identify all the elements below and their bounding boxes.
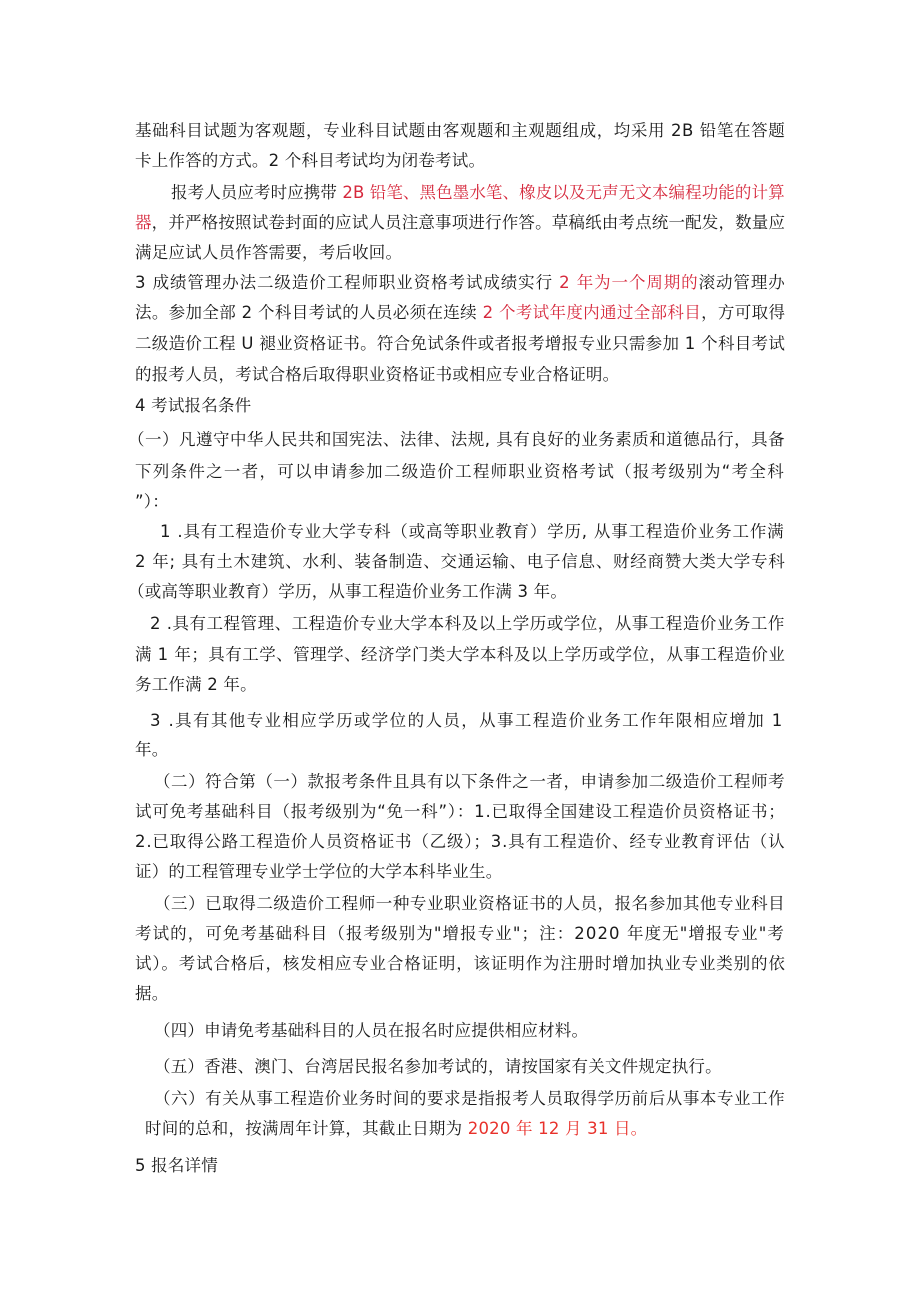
text-line <box>135 242 402 264</box>
list-item-line <box>128 581 567 603</box>
text-line <box>135 801 786 823</box>
text-segment: （五）香港、澳门、台湾居民报名参加考试的，请按国家有关文件规定执行。 <box>154 1057 722 1076</box>
text-segment: ，并严格按照试卷封面的应试人员注意事项进行作答。草稿纸由考点统一配发，数量应 <box>151 213 786 232</box>
text-segment: 2 年; 具有土木建筑、水利、装备制造、交通运输、电子信息、财经商赞大类大学专科 <box>135 552 786 571</box>
list-item-line <box>135 739 168 761</box>
list-item-line <box>160 521 784 543</box>
text-segment: 证）的工程管理专业学士学位的大学本科毕业生。 <box>135 862 503 881</box>
text-segment: 时间的总和，按满周年计算，其截止日期为 <box>145 1119 468 1138</box>
text-line <box>135 272 786 294</box>
text-segment: 3 成绩管理办法二级造价工程师职业资格考试成绩实行 <box>135 273 560 292</box>
text-segment: （一）凡遵守中华人民共和国宪法、法律、法规, 具有良好的业务素质和道德品行，具备 <box>128 430 786 449</box>
highlighted-text: 2020 年 12 月 31 日。 <box>467 1119 648 1138</box>
text-segment: （四）申请免考基础科目的人员在报名时应提供相应材料。 <box>154 1021 589 1040</box>
text-segment: 二级造价工程 U 褪业资格证书。符合免试条件或者报考增报专业只需参加 1 个科目考试 <box>135 334 786 353</box>
text-line <box>135 923 785 945</box>
text-line <box>135 333 785 355</box>
text-segment: ，方可取得 <box>701 303 786 322</box>
section-heading <box>135 1155 218 1177</box>
text-segment: 2 .具有工程管理、工程造价专业大学本科及以上学历或学位，从事工程造价业务工作 <box>150 614 785 633</box>
text-line <box>135 364 619 386</box>
text-line <box>135 150 485 172</box>
text-line <box>135 302 785 324</box>
text-segment: 据。 <box>135 984 169 1003</box>
text-segment: 4 考试报名条件 <box>135 396 252 415</box>
text-segment: 务工作满 2 年。 <box>135 675 257 694</box>
text-line <box>154 1088 785 1110</box>
section-heading <box>135 395 251 417</box>
highlighted-text: 器 <box>135 213 152 232</box>
text-segment: 年。 <box>135 740 169 759</box>
text-segment: 下列条件之一者，可以申请参加二级造价工程师职业资格考试（报考级别为“考全科 <box>135 462 785 481</box>
list-item-line <box>135 551 786 573</box>
text-segment: 考试的，可免考基础科目（报考级别为"增报专业"；注：2020 年度无"增报专业"考 <box>135 924 786 943</box>
highlighted-text: 2 年为一个周期的 <box>559 273 699 292</box>
text-segment: 3 .具有其他专业相应学历或学位的人员，从事工程造价业务工作年限相应增加 1 <box>150 711 784 730</box>
text-segment: 5 报名详情 <box>135 1156 218 1175</box>
text-line <box>145 1118 647 1140</box>
text-segment: 法。参加全部 2 个科目考试的人员必须在连续 <box>135 303 483 322</box>
text-segment: 试可免考基础科目（报考级别为“免一科”）：1.已取得全国建设工程造价员资格证书； <box>135 802 786 821</box>
text-segment: （六）有关从事工程造价业务时间的要求是指报考人员取得学历前后从事本专业工作 <box>154 1089 786 1108</box>
text-line <box>128 429 785 451</box>
text-segment: 滚动管理办 <box>698 273 786 292</box>
highlighted-text: 2B 铅笔、黑色墨水笔、橡皮以及无声无文本编程功能的计算 <box>342 183 785 202</box>
text-segment: 试）。考试合格后，核发相应专业合格证明，该证明作为注册时增加执业专业类别的依 <box>135 954 786 973</box>
text-segment: ”）： <box>135 492 169 511</box>
text-line <box>154 1020 588 1042</box>
text-line <box>171 182 785 204</box>
text-line <box>154 771 785 793</box>
text-segment: 1 .具有工程造价专业大学专科（或高等职业教育）学历, 从事工程造价业务工作满 <box>160 522 785 541</box>
text-segment: 报考人员应考时应携带 <box>171 183 343 202</box>
text-segment: （二）符合第（一）款报考条件且具有以下条件之一者，申请参加二级造价工程师考 <box>154 772 786 791</box>
text-line <box>135 861 502 883</box>
text-line <box>135 212 785 234</box>
text-line <box>135 120 785 142</box>
text-line <box>154 893 785 915</box>
text-line <box>135 953 786 975</box>
list-item-line <box>135 674 257 696</box>
list-item-line <box>135 644 785 666</box>
text-line <box>135 461 785 483</box>
text-segment: （或高等职业教育）学历，从事工程造价业务工作满 3 年。 <box>128 582 568 601</box>
text-segment: （三）已取得二级造价工程师一种专业职业资格证书的人员，报名参加其他专业科目 <box>154 894 786 913</box>
text-line <box>154 1056 722 1078</box>
text-line <box>135 831 785 853</box>
text-segment: 的报考人员，考试合格后取得职业资格证书或相应专业合格证明。 <box>135 365 620 384</box>
text-line <box>135 983 168 1005</box>
text-segment: 卡上作答的方式。2 个科目考试均为闭卷考试。 <box>135 151 486 170</box>
highlighted-text: 2 个考试年度内通过全部科目 <box>482 303 702 322</box>
text-line <box>135 491 169 513</box>
text-segment: 满足应试人员作答需要，考后收回。 <box>135 243 403 262</box>
text-segment: 基础科目试题为客观题，专业科目试题由客观题和主观题组成，均采用 2B 铅笔在答题 <box>135 121 786 140</box>
text-segment: 2.已取得公路工程造价人员资格证书（乙级）；3.具有工程造价、经专业教育评估（认 <box>135 832 786 851</box>
list-item-line <box>150 710 784 732</box>
list-item-line <box>150 613 785 635</box>
text-segment: 满 1 年；具有工学、管理学、经济学门类大学本科及以上学历或学位，从事工程造价业 <box>135 645 786 664</box>
